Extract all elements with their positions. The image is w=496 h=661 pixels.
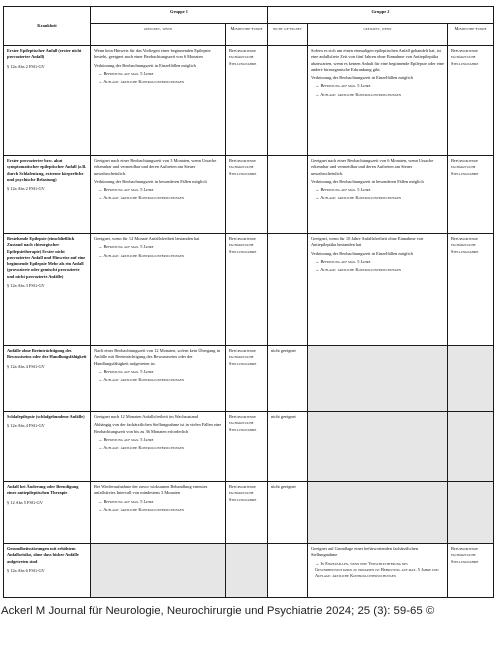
disease-name: Bestehende Epilepsie (einschließlich Zustand nach chirurgischer Epilepsietherapie) Erster nicht provozierter Anfall und Hinweise auf eine beginnende Epilepsie Mehr als ein Anfall (provozierte oder gemischt provozierte und nicht provozierte Anfälle)	[7, 236, 86, 279]
cell-g2-geeignet	[308, 234, 448, 346]
condition-text: → Auflage: ärztliche Kontrolluntersuchungen	[98, 79, 184, 84]
header-g1-mindest: Mindestbe-funde	[226, 24, 268, 46]
cell-g2-mindest	[448, 544, 494, 598]
condition-text: → In Einzelfällen, wenn eine Verschlechterung des Gesundheitszustands zu erwarten ist Befristung auf max. 5 Jahre und Auflage: ärztliche Kontrolluntersuchungen	[315, 560, 439, 578]
condition-text: → Befristung auf max. 5 Jahre	[315, 187, 371, 192]
condition-text: → Auflage: ärztliche Kontrolluntersuchungen	[98, 252, 184, 258]
header-gruppe-2: Gruppe 2	[268, 7, 494, 24]
criterion-text: Bei Wiederaufnahme der zuvor wirksamen Behandlung erneutes anfallsfreies Intervall von mindestens 3 Monaten	[94, 484, 208, 496]
condition-text: → Befristung auf max. 5 Jahre	[98, 244, 154, 250]
cell-g1-mindest	[226, 234, 268, 346]
disease-name: Anfall bei Änderung oder Beendigung einer antiepileptischen Therapie	[7, 484, 79, 496]
cell-g2-mindest	[448, 156, 494, 234]
condition-text: → Befristung auf max. 5 Jahre	[315, 83, 371, 89]
condition-text: → Auflage: ärztliche Kontrolluntersuchungen	[98, 445, 184, 450]
table-row	[4, 482, 494, 544]
mindest-text: Befürwortende fachärztliche Stellungnahme	[451, 236, 479, 254]
nicht-geeignet-text: nicht geeignet	[271, 348, 296, 353]
criterion-text: Verkürzung der Beobachtungszeit in Einzelfällen möglich	[311, 250, 413, 256]
condition-text: → Befristung auf max. 5 Jahre	[315, 258, 371, 264]
cell-g1-mindest	[226, 346, 268, 412]
cell-krankheit	[4, 412, 91, 482]
condition-text: → Auflage: ärztliche Kontrolluntersuchungen	[315, 267, 401, 272]
law-reference: § 12a Abs 6 FSG-GV	[7, 567, 45, 573]
mindest-text: Befürwortende fachärztliche Stellungnahme	[229, 236, 257, 254]
criterion-text: Nach einer Beobachtungszeit von 12 Monaten, sofern kein Übergang in Anfälle mit Beeinträchtigung des Bewusstseins oder der Handlungsfähigkeit aufgetreten ist.	[94, 348, 220, 366]
condition-text: → Auflage: ärztliche Kontrolluntersuchungen	[315, 91, 401, 97]
criterion-text: Geeignet nach einer Beobachtungszeit von 6 Monaten, wenn Ursache erkennbar und vermeidbar und deren Auftreten am Steuer unwahrscheinlich.	[311, 158, 434, 176]
nicht-geeignet-text: nicht geeignet	[271, 484, 296, 489]
mindest-text: Befürwortende fachärztliche Stellungnahme	[451, 546, 479, 564]
cell-krankheit	[4, 46, 91, 156]
cell-g1-geeignet	[91, 412, 226, 482]
law-reference: § 12a Abs 4 FSG-GV	[7, 423, 45, 429]
table-row	[4, 544, 494, 598]
law-reference: § 12a Abs 3 FSG-GV	[7, 282, 45, 288]
condition-text: → Befristung auf max. 5 Jahre	[98, 70, 154, 76]
disease-name: Schlafepilepsie (schlafgebundene Anfälle)	[7, 414, 85, 419]
mindest-text: Befürwortende fachärztliche Stellungnahme	[451, 48, 479, 66]
criterion-text: Geeignet auf Grundlage einer befürwortenden fachärztlichen Stellungnahme	[311, 546, 418, 558]
citation-text: Ackerl M Journal für Neurologie, Neurochirurgie und Psychiatrie 2024; 25 (3): 59-65 ©	[1, 605, 435, 617]
criterion-text: Abhängig von der fachärztlichen Stellungnahme ist in vielen Fällen eine Beobachtungszeit von bis zu 36 Monaten erforderlich	[94, 422, 222, 434]
cell-g1-mindest	[226, 482, 268, 544]
header-g1-geeignet: geeignet, wenn	[91, 24, 226, 46]
cell-g2-nicht-geeignet	[268, 346, 308, 412]
table-row	[4, 46, 494, 156]
header-g2-nicht: nicht ge-eignet	[268, 24, 308, 46]
condition-text: → Auflage: ärztliche Kontrolluntersuchungen	[315, 195, 401, 201]
criterion-text: Geeignet nach einer Beobachtungszeit von 3 Monaten, wenn Ursache erkennbar und vermeidbar und deren Auftreten am Steuer unwahrscheinlich.	[94, 158, 217, 176]
condition-text: → Auflage: ärztliche Kontrolluntersuchungen	[98, 195, 184, 201]
condition-text: → Auflage: ärztliche Kontrolluntersuchungen	[98, 377, 184, 382]
cell-g1-geeignet	[91, 156, 226, 234]
cell-g1-mindest	[226, 156, 268, 234]
cell-krankheit	[4, 482, 91, 544]
table-row	[4, 234, 494, 346]
criterion-text: Verkürzung der Beobachtungszeit in Einzelfällen möglich	[311, 75, 413, 80]
cell-g2-nicht-geeignet	[268, 234, 308, 346]
cell-g1-mindest	[226, 46, 268, 156]
mindest-text: Befürwortende fachärztliche Stellungnahme	[229, 484, 257, 502]
cell-g2-mindest	[448, 46, 494, 156]
criterion-text: Verkürzung der Beobachtungszeit in Einzelfällen möglich	[94, 62, 196, 68]
header-krankheit: Krankheit	[4, 7, 91, 46]
condition-text: → Befristung auf max. 5 Jahre	[98, 436, 154, 442]
nicht-geeignet-text: nicht geeignet	[271, 414, 296, 419]
cell-g2-geeignet	[308, 46, 448, 156]
epilepsy-fitness-table	[3, 6, 494, 598]
cell-g1-geeignet	[91, 234, 226, 346]
criterion-text: Geeignet nach 12 Monaten Anfallsfreiheit im Wachzustand	[94, 414, 198, 419]
mindest-text: Befürwortende fachärztliche Stellungnahme	[229, 414, 257, 432]
condition-text: → Befristung auf max. 5 Jahre	[98, 498, 154, 504]
criterion-text: Wenn kein Hinweis für das Vorliegen einer beginnenden Epilepsie besteht, geeignet nach einer Beobachtungszeit von 6 Monaten	[94, 48, 211, 60]
condition-text: → Auflage: ärztliche Kontrolluntersuchungen	[98, 506, 184, 512]
header-g2-geeignet: geeignet, wenn	[308, 24, 448, 46]
cell-g2-nicht-geeignet	[268, 46, 308, 156]
law-reference: § 12a Abs 2 FSG-GV	[7, 63, 45, 69]
cell-krankheit	[4, 156, 91, 234]
criterion-text: Verkürzung der Beobachtungszeit in besonderen Fällen möglich	[311, 178, 424, 184]
cell-g2-nicht-geeignet	[268, 156, 308, 234]
cell-g2-nicht-geeignet	[268, 544, 308, 598]
cell-g2-mindest	[448, 234, 494, 346]
condition-text: → Befristung auf max. 5 Jahre	[98, 368, 154, 374]
cell-krankheit	[4, 544, 91, 598]
cell-g2-nicht-geeignet	[268, 482, 308, 544]
disease-name: Gesundheitsstörungen mit erhöhtem Anfallsrisiko, ohne dass bisher Anfälle aufgetreten sind	[7, 546, 79, 564]
cell-g2-mindest	[448, 346, 494, 412]
header-gruppe-1: Gruppe 1	[91, 7, 268, 24]
cell-g2-geeignet	[308, 346, 448, 412]
law-reference: § 12a Abs 2 FSG-GV	[7, 186, 45, 191]
cell-g2-geeignet	[308, 156, 448, 234]
cell-g2-geeignet	[308, 412, 448, 482]
table-row	[4, 412, 494, 482]
cell-krankheit	[4, 346, 91, 412]
table-row	[4, 346, 494, 412]
criterion-text: Sofern es sich um einen einmaligen epileptischen Anfall gehandelt hat, ist eine anfallsfreie Zeit von fünf Jahren ohne Einnahme von Antiepileptika abzuwarten, wenn es keinen Anhalt für eine beginnende Epilepsie oder eine andere hirnorganische Erkrankung gibt.	[311, 48, 445, 72]
mindest-text: Befürwortende fachärztliche Stellungnahme	[229, 48, 257, 66]
cell-g1-geeignet	[91, 544, 226, 598]
cell-g2-geeignet	[308, 544, 448, 598]
disease-name: Anfälle ohne Beeinträchtigung des Bewusstseins oder der Handlungsfähigkeit	[7, 348, 87, 360]
cell-krankheit	[4, 234, 91, 346]
cell-g2-mindest	[448, 412, 494, 482]
cell-g1-geeignet	[91, 346, 226, 412]
criterion-text: Verkürzung der Beobachtungszeit in besonderen Fällen möglich	[94, 178, 207, 184]
disease-name: Erster provozierter bzw. akut symptomatischer epileptischer Anfall (z.B. durch Schlafentzug, extreme körperliche und psychische Belastung)	[7, 158, 87, 182]
mindest-text: Befürwortende fachärztliche Stellungnahme	[229, 348, 257, 366]
criterion-text: Geeignet, wenn für 12 Monate Anfallsfreiheit bestanden hat	[94, 236, 200, 241]
cell-g1-geeignet	[91, 46, 226, 156]
mindest-text: Befürwortende fachärztliche Stellungnahme	[451, 158, 479, 176]
cell-g2-geeignet	[308, 482, 448, 544]
table-row	[4, 156, 494, 234]
citation-caption	[1, 605, 434, 617]
criterion-text: Geeignet, wenn für 10 Jahre Anfallsfreiheit ohne Einnahme von Antiepileptika bestanden hat	[311, 236, 424, 248]
header-g2-mindest: Mindestbe-funde	[448, 24, 494, 46]
cell-g1-geeignet	[91, 482, 226, 544]
mindest-text: Befürwortende fachärztliche Stellungnahme	[229, 158, 257, 176]
law-reference: § 12a Abs 4 FSG-GV	[7, 363, 45, 369]
cell-g2-mindest	[448, 482, 494, 544]
disease-name: Erster Epileptischer Anfall (erster nicht provozierter Anfall)	[7, 48, 82, 60]
table-body	[4, 46, 494, 598]
cell-g1-mindest	[226, 412, 268, 482]
cell-g1-mindest	[226, 544, 268, 598]
cell-g2-nicht-geeignet	[268, 412, 308, 482]
condition-text: → Befristung auf max. 5 Jahre	[98, 187, 154, 192]
law-reference: § 12 Abs 5 FSG-GV	[7, 499, 43, 505]
